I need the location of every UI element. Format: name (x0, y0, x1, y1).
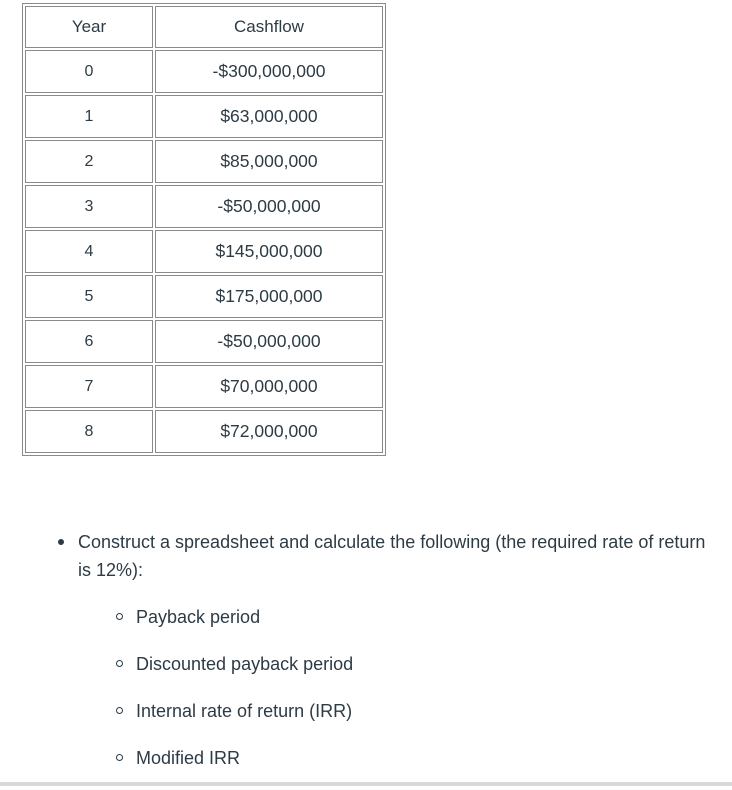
cashflow-cell: -$50,000,000 (155, 185, 383, 228)
table-row (25, 365, 383, 408)
cashflow-cell: $145,000,000 (155, 230, 383, 273)
year-cell: 7 (25, 365, 153, 408)
table-row (25, 320, 383, 363)
cashflow-table (22, 3, 386, 456)
table-row (25, 140, 383, 183)
header-cashflow: Cashflow (155, 6, 383, 48)
bullet-circle-icon (116, 613, 123, 620)
year-cell: 2 (25, 140, 153, 183)
table-row (25, 230, 383, 273)
table-row (25, 275, 383, 318)
year-cell: 4 (25, 230, 153, 273)
list-item: Internal rate of return (IRR) (136, 701, 353, 721)
list-item: Modified IRR (136, 748, 241, 768)
cashflow-cell: -$50,000,000 (155, 320, 383, 363)
cashflow-cell: -$300,000,000 (155, 50, 383, 93)
bullet-circle-icon (116, 707, 123, 714)
table-row (25, 95, 383, 138)
year-cell: 1 (25, 95, 153, 138)
cashflow-cell: $72,000,000 (155, 410, 383, 453)
year-cell: 8 (25, 410, 153, 453)
bottom-divider (0, 782, 732, 786)
year-cell: 5 (25, 275, 153, 318)
cashflow-cell: $175,000,000 (155, 275, 383, 318)
bullet-circle-icon (116, 660, 123, 667)
table-row (25, 410, 383, 453)
table-row (25, 185, 383, 228)
instruction-main-text: Construct a spreadsheet and calculate the following (the required rate of return is 12%): (78, 532, 706, 580)
bullet-circle-icon (116, 754, 123, 761)
list-item: Payback period (136, 607, 261, 627)
cashflow-cell: $70,000,000 (155, 365, 383, 408)
header-year: Year (25, 6, 153, 48)
list-item: Discounted payback period (136, 654, 354, 674)
cashflow-cell: $85,000,000 (155, 140, 383, 183)
year-cell: 0 (25, 50, 153, 93)
table-header-row (25, 6, 383, 48)
bullet-disc-icon (58, 539, 64, 545)
year-cell: 6 (25, 320, 153, 363)
table-row (25, 50, 383, 93)
year-cell: 3 (25, 185, 153, 228)
cashflow-cell: $63,000,000 (155, 95, 383, 138)
